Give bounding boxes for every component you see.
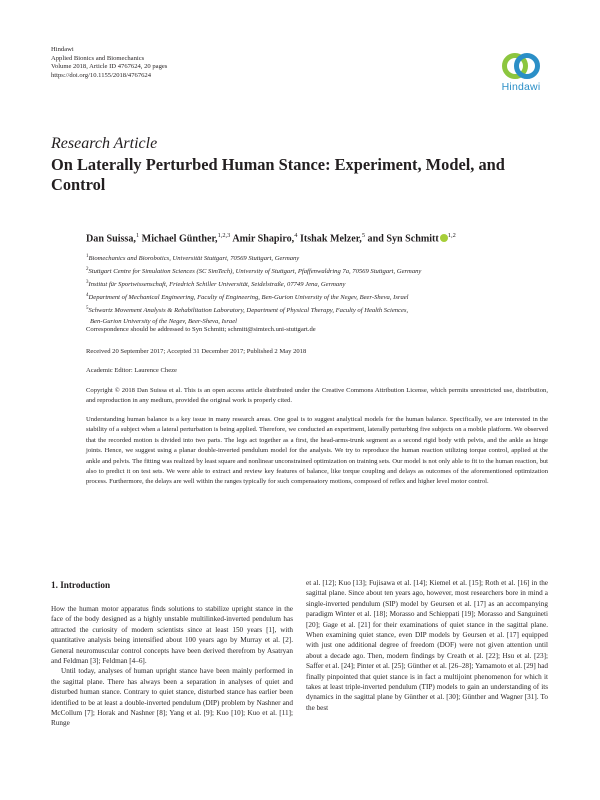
author-name: Michael Günther, — [141, 233, 218, 245]
body-paragraph: et al. [12]; Kuo [13]; Fujisawa et al. [14]; Kiemel et al. [15]; Roth et al. [16] in the sagittal plane. Since about ten years ago, however, most researchers bore in mind a single-inverted pendulum (SIP) model by Geursen et al. [17] as an accompanying paradigm Winter et al. [18]; Morasso and Schieppati [19]; Morasso and Sanguineti [20]; Gage et al. [21] for their examinations of quiet stance in the sagittal plane. When examining quiet stance, even DIP models by Geursen et al. [17] equipped with just one additional degree of freedom (DOF) were not given attention until about a decade ago. Then, modern findings by Creath et al. [22]; Hsu et al. [23]; Saffer et al. [24]; Pinter et al. [25]; Günther et al. [26–28]; Yamamoto et al. [29] had finally pinpointed that quiet stance is in fact a multijoint phenomenon for which it takes at least triple-inverted pendulum (TIP) models to gain an understanding of its dynamics in the sagittal plane by Günther et al. [30]; Günther and Wagner [31]. To the best — [306, 579, 548, 712]
author-name: Amir Shapiro, — [232, 233, 295, 245]
journal-name: Applied Bionics and Biomechanics — [51, 54, 145, 62]
paper-title: On Laterally Perturbed Human Stance: Experiment, Model, and Control — [51, 155, 505, 194]
author-affil-sup: 5 — [361, 232, 366, 239]
affiliation: $^2$Stuttgart Centre for Simulation Sciences (SC SimTech), University of Stuttgart, Pfaffenwaldring 7a, 70569 Stuttgart, Germany — [86, 266, 422, 276]
author-affil-sup: 1,2 — [447, 232, 456, 239]
body-paragraph: Until today, analyses of human upright stance have been mainly performed in the sagittal plane. There has always been a separation in analyses of quiet and disturbed human stance. Contrary to quiet stance, disturbed stance has earlier been identified to be at least a double-inverted pendulum (DIP) problem by Nashner and McCollum [7]; Horak and Nashner [8]; Yang et al. [9]; Kuo [10]; Kuo et al. [11]; Runge — [51, 667, 293, 728]
publisher-name: Hindawi — [51, 46, 74, 53]
affiliation: $^5$Schwartz Movement Analysis & Rehabilitation Laboratory, Department of Physical Therapy, Faculty of Health Sciences, — [86, 305, 409, 315]
affiliation: $^3$Institut für Sportwissenschaft, Friedrich Schiller Universität, Seidelstraße, 07749 Jena, Germany — [86, 279, 346, 289]
journal-header — [51, 46, 167, 80]
hindawi-rings-icon — [501, 52, 541, 80]
author-list — [86, 230, 456, 245]
affiliation-continuation: Ben-Gurion University of the Negev, Beer-Sheva, Israel — [90, 317, 237, 325]
copyright-notice: Copyright © 2018 Dan Suissa et al. This is an open access article distributed under the Creative Commons Attribution License, which permits unrestricted use, distribution, and reproduction in any medium, provided the original work is properly cited. — [86, 387, 548, 404]
affiliation: $^4$Department of Mechanical Engineering, Faculty of Engineering, Ben-Gurion University of the Negev, Beer-Sheva, Israel — [86, 292, 409, 302]
orcid-icon[interactable] — [440, 234, 448, 242]
article-type: Research Article — [51, 135, 158, 152]
affiliation: $^1$Biomechanics and Biorobotics, Universität Stuttgart, 70569 Stuttgart, Germany — [86, 254, 300, 263]
body-column-left — [51, 604, 293, 729]
hindawi-logo[interactable] — [496, 52, 546, 93]
volume-info: Volume 2018, Article ID 4767624, 20 pages — [51, 63, 168, 71]
author-name: Itshak Melzer, — [299, 233, 362, 245]
body-column-right — [306, 578, 548, 713]
author-affil-sup: 4 — [294, 232, 298, 239]
author-affil-sup: 1,2,3 — [217, 232, 231, 239]
body-paragraph: How the human motor apparatus finds solutions to stabilize upright stance in the face of the body designed as a highly unstable multilinked-inverted pendulum has attracted the curiosity of modern scientists since at least 150 years [1], with quantitative analysis being intensified about 100 years ago by Murray et al. [2]. General neuromuscular control concepts have been derived therefrom by Asatryan and Feldman [3]; Feldman [4–6]. — [51, 605, 293, 666]
publication-dates: Received 20 September 2017; Accepted 31 December 2017; Published 2 May 2018 — [86, 348, 307, 355]
author-name: Dan Suissa, — [86, 233, 136, 245]
affiliations — [86, 252, 421, 328]
academic-editor: Academic Editor: Laurence Cheze — [86, 367, 177, 374]
doi-link[interactable]: https://doi.org/10.1155/2018/4767624 — [51, 71, 152, 79]
logo-wordmark: Hindawi — [501, 81, 541, 93]
correspondence: Correspondence should be addressed to Syn Schmitt; schmitt@simtech.uni-stuttgart.de — [86, 326, 316, 333]
author-affil-sup: 1 — [135, 232, 140, 239]
section-heading-introduction: 1. Introduction — [51, 580, 111, 590]
author-name: and Syn Schmitt — [367, 233, 439, 245]
abstract: Understanding human balance is a key issue in many research areas. One goal is to suggest analytical models for the human balance. Specifically, we are interested in the stability of a subject when a lateral perturbation is being applied. Therefore, we conducted an experiment, laterally perturbing five subjects on a mobile platform. We observed that the recorded motion is divided into two parts. The legs act together as a first, the head-arms-trunk segment as a second rigid body with pelvis, and the ankle as hinge joints. Hence, we suggest using a planar double-inverted pendulum model for the analysis. We try to reproduce the human reaction utilizing torque control, applied at the ankle and pelvis. The fitting was realized by least square and nonlinear unconstrained optimization on training sets. Our model is not only able to fit to the human reaction, but also to predict it on test sets. We were able to extract and review key features of balance, like torque coupling and delays as outcomes of the aforementioned optimization process. Furthermore, the delays are well within the ranges typically for such compensatory motions, composed of reflex and higher level motor control. — [86, 416, 548, 486]
